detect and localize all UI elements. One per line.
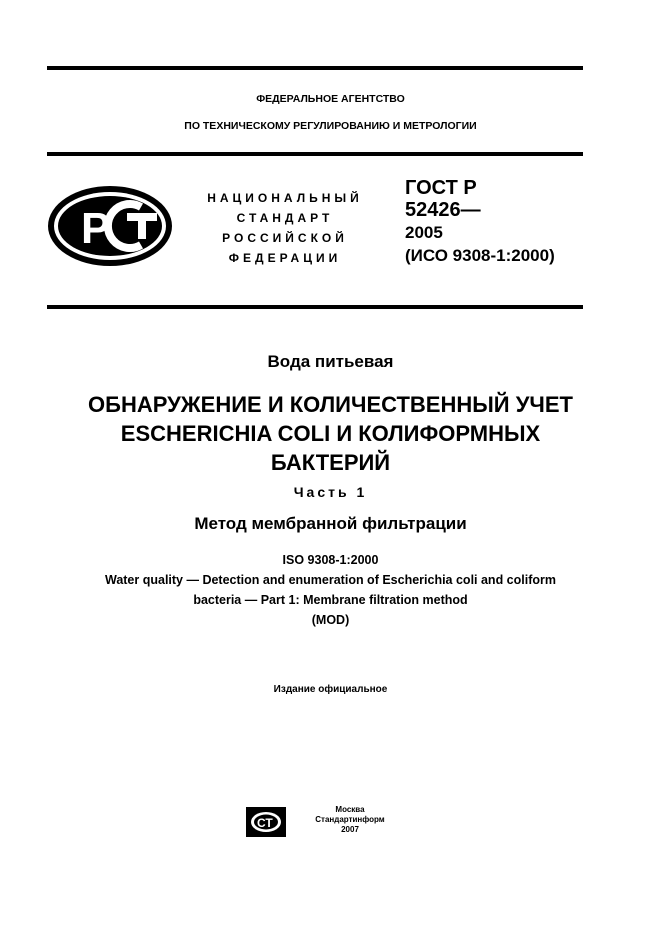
header-rule xyxy=(47,152,583,156)
rst-certification-mark-icon xyxy=(45,183,175,269)
document-subtitle: Вода питьевая xyxy=(267,352,394,371)
part-label: Часть 1 xyxy=(293,484,368,500)
document-title xyxy=(0,390,661,477)
gost-iso-ref: (ИСО 9308-1:2000) xyxy=(405,246,555,265)
gost-designation xyxy=(405,177,555,267)
national-line: ФЕДЕРАЦИИ xyxy=(228,251,342,265)
method-label: Метод мембранной фильтрации xyxy=(194,514,467,533)
standard-rule xyxy=(47,305,583,309)
iso-block xyxy=(0,550,661,630)
gost-number: 52426— xyxy=(405,199,481,221)
publisher-info xyxy=(300,805,400,835)
iso-line: Water quality — Detection and enumeration of Escherichia coli and coliform xyxy=(104,573,556,587)
edition-label: Издание официальное xyxy=(273,684,388,695)
national-line: РОССИЙСКОЙ xyxy=(222,231,348,245)
national-line: НАЦИОНАЛЬНЫЙ xyxy=(207,191,363,205)
national-standard-label xyxy=(180,188,390,268)
publisher-name: Стандартинформ xyxy=(315,815,385,824)
agency-line-2: ПО ТЕХНИЧЕСКОМУ РЕГУЛИРОВАНИЮ И МЕТРОЛОГИИ xyxy=(184,120,477,132)
title-line: ESCHERICHIA COLI И КОЛИФОРМНЫХ xyxy=(120,421,541,446)
svg-text:Р: Р xyxy=(81,204,111,253)
publisher-city: Москва xyxy=(335,805,365,814)
standartinform-logo-icon xyxy=(246,807,286,837)
top-rule xyxy=(47,66,583,70)
title-line: БАКТЕРИЙ xyxy=(270,450,391,475)
iso-line: (MOD) xyxy=(311,613,350,627)
iso-line: bacteria — Part 1: Membrane filtration method xyxy=(193,593,468,607)
agency-line-1: ФЕДЕРАЛЬНОЕ АГЕНТСТВО xyxy=(256,93,405,105)
publisher-year: 2007 xyxy=(341,825,359,834)
national-line: СТАНДАРТ xyxy=(236,211,334,225)
svg-text:СТ: СТ xyxy=(257,816,273,830)
gost-year: 2005 xyxy=(405,223,443,242)
iso-line: ISO 9308-1:2000 xyxy=(282,553,379,567)
title-line: ОБНАРУЖЕНИЕ И КОЛИЧЕСТВЕННЫЙ УЧЕТ xyxy=(88,392,573,417)
gost-label: ГОСТ Р xyxy=(405,177,477,199)
